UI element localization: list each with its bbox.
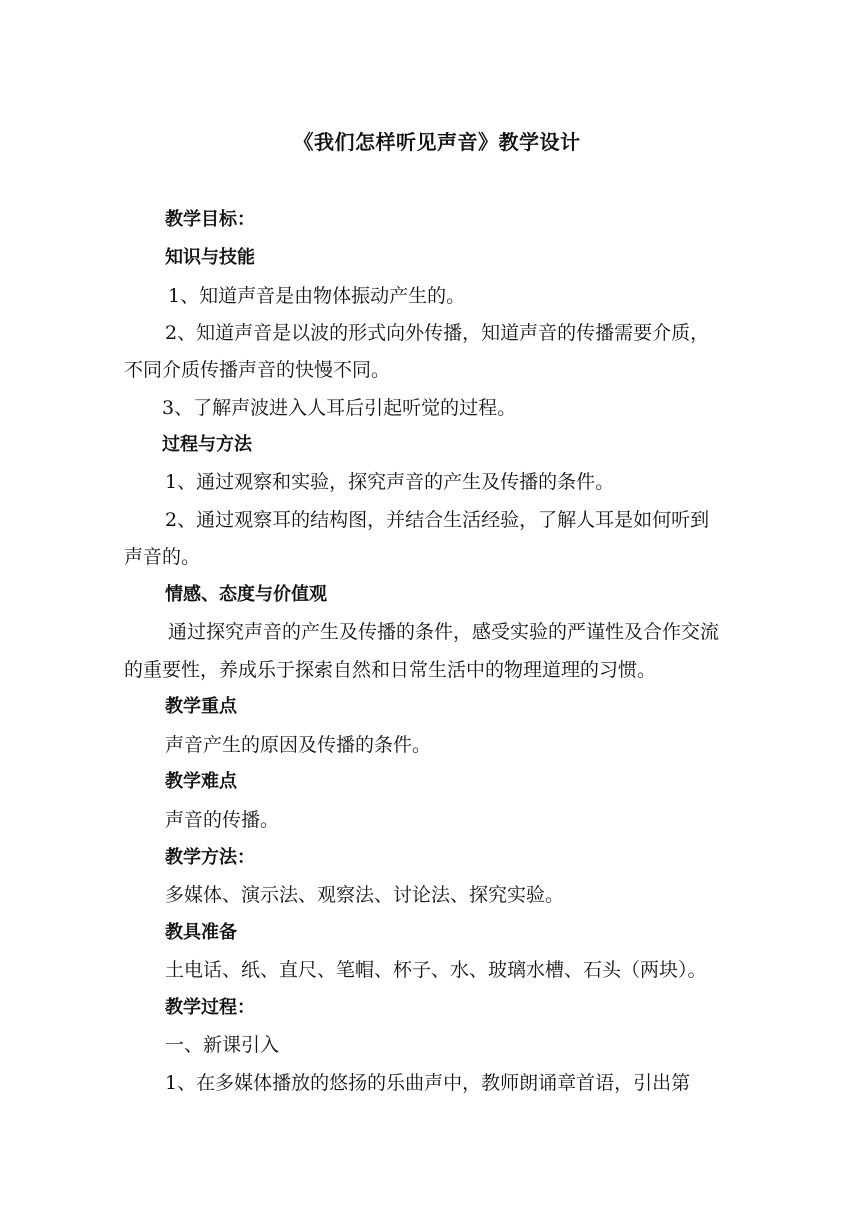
paragraph-line: 1、通过观察和实验，探究声音的产生及传播的条件。: [165, 471, 615, 493]
section-heading-key-points: 教学重点: [165, 696, 237, 717]
section-heading-objectives: 教学目标：: [165, 209, 255, 230]
paragraph-line: 的重要性，养成乐于探索自然和日常生活中的物理道理的习惯。: [124, 659, 657, 681]
subheading-process-methods: 过程与方法: [162, 434, 252, 455]
paragraph-line: 声音的传播。: [165, 809, 280, 831]
paragraph-line: 1、在多媒体播放的悠扬的乐曲声中，教师朗诵章首语，引出第: [165, 1072, 691, 1094]
paragraph-line: 3、了解声波进入人耳后引起听觉的过程。: [162, 397, 517, 419]
subheading-emotion-values: 情感、态度与价值观: [165, 584, 327, 605]
paragraph-line: 2、通过观察耳的结构图，并结合生活经验，了解人耳是如何听到: [165, 509, 710, 531]
section-heading-process: 教学过程：: [165, 997, 255, 1018]
paragraph-line: 多媒体、演示法、观察法、讨论法、探究实验。: [165, 884, 565, 906]
section-heading-materials: 教具准备: [165, 922, 237, 943]
section-heading-difficulties: 教学难点: [165, 771, 237, 792]
paragraph-line: 声音产生的原因及传播的条件。: [165, 734, 432, 756]
paragraph-line: 通过探究声音的产生及传播的条件，感受实验的严谨性及合作交流: [168, 621, 720, 643]
section-heading-methods: 教学方法：: [165, 847, 255, 868]
paragraph-line: 不同介质传播声音的快慢不同。: [124, 359, 391, 381]
paragraph-line: 一、新课引入: [165, 1034, 280, 1056]
paragraph-line: 2、知道声音是以波的形式向外传播，知道声音的传播需要介质，: [165, 322, 710, 344]
paragraph-line: 1、知道声音是由物体振动产生的。: [168, 285, 466, 307]
paragraph-line: 土电话、纸、直尺、笔帽、杯子、水、玻璃水槽、石头（两块）。: [165, 959, 707, 981]
document-title: 《我们怎样听见声音》教学设计: [293, 130, 581, 154]
subheading-knowledge-skills: 知识与技能: [165, 247, 255, 268]
paragraph-line: 声音的。: [124, 546, 201, 568]
